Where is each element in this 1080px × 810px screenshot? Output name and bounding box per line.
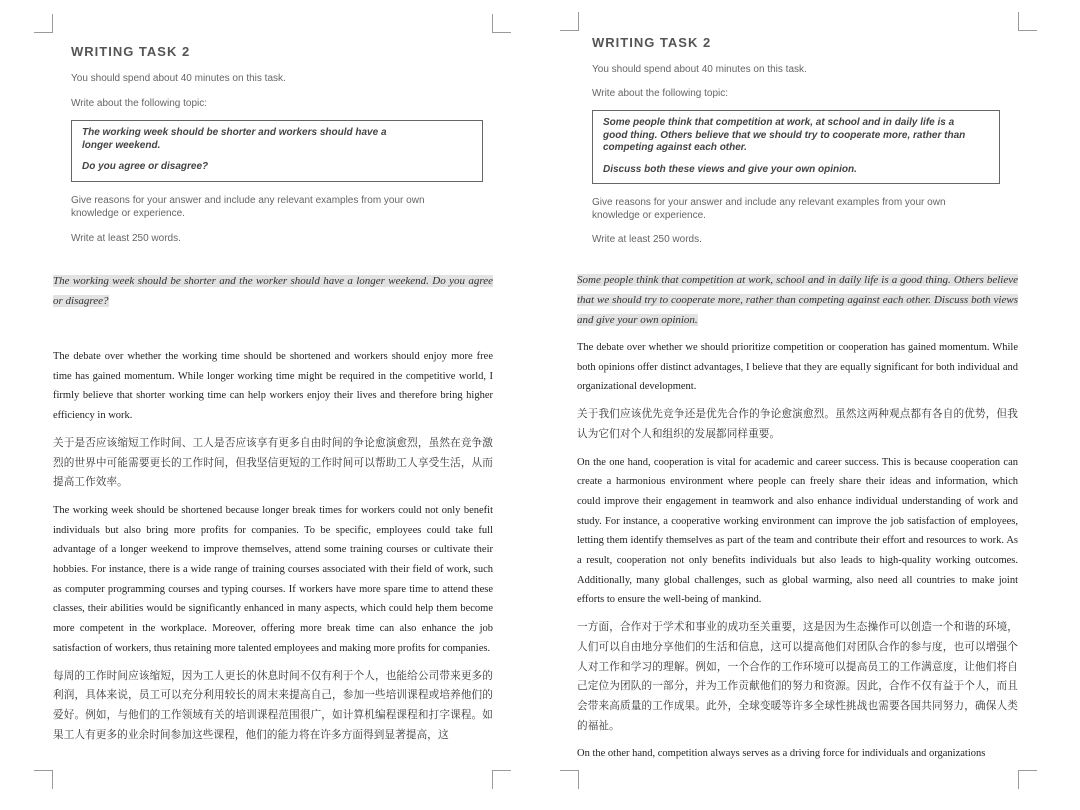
crop-mark-bottom-left [34,770,53,789]
reasons-line: Give reasons for your answer and include any relevant examples from your own [592,197,946,208]
essay-paragraph-chinese: 每周的工作时间应该缩短，因为工人更长的休息时间不仅有利于个人，也能给公司带来更多的利润，具体来说，员工可以充分利用较长的周末来提高自己，参加一些培训课程或培养他们的爱好。例如，与他们的工作领域有关的培训课程范围很广，如计算机编程课程和打字课程。如果工人有更多的业余时间参加这些课程，他们的能力将在许多方面得到显著提高，这 [53,669,493,741]
crop-mark-top-right [1018,12,1037,31]
task-card [592,35,1000,246]
essay-paragraph-chinese: 关于我们应该优先竞争还是优先合作的争论愈演愈烈。虽然这两种观点都有各自的优势，但我认为它们对个人和组织的发展都同样重要。 [577,408,1018,440]
prompt-line: longer weekend. [82,139,161,151]
reasons-instruction [71,194,483,220]
crop-mark-bottom-right [492,770,511,789]
reasons-instruction [592,196,1000,222]
prompt-line: competing against each other. [603,142,747,153]
essay-paragraph: On the one hand, cooperation is vital for academic and career success. This is because cooperation can create a harmonious environment where people can freely share their ideas and information, which could improve their engagement in teamwork and also enhance individual understanding of work and study. For instance, a cooperative working environment can improve the job satisfaction of employees, letting them identify themselves as part of the team and contribute their effort and resources to work. As a result, cooperation not only benefits individuals but also leads to high-quality working outcomes. Additionally, many global challenges, such as global warming, also need all countries to make joint efforts to ensure the well-being of mankind. [577,456,1018,606]
highlighted-question [53,271,493,311]
word-count-instruction: Write at least 250 words. [71,232,181,244]
essay-body [53,347,493,753]
task-card [71,44,483,245]
essay-paragraph-chinese: 一方面，合作对于学术和事业的成功至关重要，这是因为生态操作可以创造一个和谐的环境，人们可以自由地分享他们的生活和信息，这可以提高他们对团队合作的参与度，也可以增强个人对工作和学习的理解。例如，一个合作的工作环境可以提高员工的工作满意度，让他们将自己定位为团队的一部分，并为工作贡献他们的努力和资源。因此，合作不仅有益于个人，而且会带来高质量的工作成果。此外，全球变暖等许多全球性挑战也需要各国共同努力，确保人类的福祉。 [577,621,1018,732]
prompt-line: Some people think that competition at work, at school and in daily life is a [603,117,955,128]
time-instruction: You should spend about 40 minutes on this task. [71,73,286,84]
prompt-box [592,110,1000,184]
prompt-box [71,120,483,182]
essay-paragraph: The debate over whether the working time should be shortened and workers should enjoy more free time has gained momentum. While longer working time might be required in the competitive world, I firmly believe that shorter working time can help workers enjoy their lives and therefore bring higher efficiency in work. [53,351,493,422]
essay-paragraph: On the other hand, competition always serves as a driving force for individuals and organizations [577,748,986,760]
reasons-line: knowledge or experience. [592,210,706,221]
crop-mark-bottom-left [560,770,579,789]
essay-paragraph: The debate over whether we should prioritize competition or cooperation has gained momentum. While both opinions offer distinct advantages, I believe that they are equally significant for both individual and organizational development. [577,342,1018,393]
prompt-line: good thing. Others believe that we should try to cooperate more, rather than [603,129,966,141]
highlight-text: The working week should be shorter and the worker should have a longer weekend. Do you agree or disagree? [53,275,493,307]
task-title: WRITING TASK 2 [71,44,191,59]
essay-paragraph-chinese: 关于是否应该缩短工作时间、工人是否应该享有更多自由时间的争论愈演愈烈，虽然在竞争激烈的世界中可能需要更长的工作时间，但我坚信更短的工作时间可以帮助工人享受生活，从而提高工作效率。 [53,436,493,489]
crop-mark-top-left [560,12,579,31]
reasons-line: Give reasons for your answer and include any relevant examples from your own [71,194,425,206]
prompt-question: Discuss both these views and give your own opinion. [603,163,857,175]
time-instruction: You should spend about 40 minutes on this task. [592,64,807,75]
crop-mark-top-left [34,14,53,33]
highlight-text: Some people think that competition at work, school and in daily life is a good thing. Others believe that we should try to cooperate more, rather than competing against each other. Discuss both views and give your own opinion. [577,274,1018,326]
topic-instruction: Write about the following topic: [592,88,729,99]
crop-mark-top-right [492,14,511,33]
prompt-question: Do you agree or disagree? [82,161,209,172]
prompt-line: The working week should be shorter and workers should have a [82,127,387,138]
right-page [540,0,1080,810]
word-count-instruction: Write at least 250 words. [592,234,702,245]
topic-instruction: Write about the following topic: [71,98,208,109]
crop-mark-bottom-right [1018,770,1037,789]
essay-body [577,338,1018,772]
reasons-line: knowledge or experience. [71,207,185,219]
essay-paragraph: The working week should be shortened because longer break times for workers could not only benefit individuals but also bring more profits for companies. To be specific, employees could take full advantage of a longer weekend to improve themselves, attend some training courses or cultivate their hobbies. For instance, there is a wide range of training courses associated with their field of work, such as computer programming courses and typing courses. If workers have more spare time to attend these classes, their abilities would be significantly enhanced in many aspects, which could help them become more competent in the workplace. Moreover, offering more break time can also enhance the job satisfaction of workers, thus retaining more talented employees and making more profits for companies. [53,504,493,654]
task-title: WRITING TASK 2 [592,35,712,50]
highlighted-question [577,270,1018,330]
